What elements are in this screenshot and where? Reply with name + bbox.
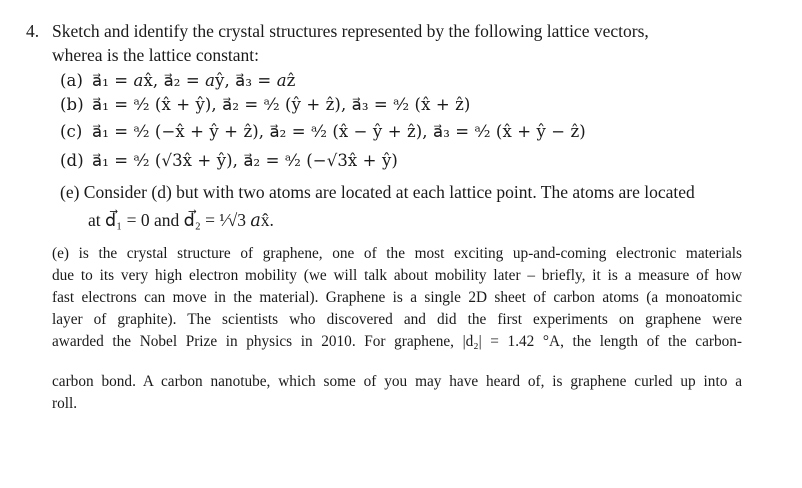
part-e-line-2: at d⃗₁ = 0 and d⃗₂ = ¹⁄√3 𝑎x̂. xyxy=(88,210,274,230)
part-a-formula: a⃗₁ = 𝑎x̂, a⃗₂ = 𝑎ŷ, a⃗₃ = 𝑎ẑ xyxy=(92,71,296,90)
question-number: 4. xyxy=(26,21,40,41)
paragraph-line: layer of graphite). The scientists who discovered and did the first experiments on graphene were xyxy=(52,311,742,328)
part-c-label: (c) xyxy=(60,122,83,141)
part-a-label: (a) xyxy=(60,71,84,90)
part-b-formula: a⃗₁ = ᵃ⁄₂ (x̂ + ŷ), a⃗₂ = ᵃ⁄₂ (ŷ + ẑ), a⃗₃ = ᵃ⁄₂ (x̂ + ẑ) xyxy=(92,95,471,114)
part-d-formula: a⃗₁ = ᵃ⁄₂ (√3x̂ + ŷ), a⃗₂ = ᵃ⁄₂ (−√3x̂ + ŷ) xyxy=(92,151,398,170)
paragraph-line: roll. xyxy=(52,395,78,412)
paragraph-line: fast electrons can move in the material). Graphene is a single 2D sheet of carbon atoms (a monoatomic xyxy=(52,289,742,306)
part-b-label: (b) xyxy=(60,95,84,114)
question-line-2: wherea is the lattice constant: xyxy=(52,45,260,65)
question-line-1: Sketch and identify the crystal structures represented by the following lattice vectors, xyxy=(52,21,649,41)
part-c-formula: a⃗₁ = ᵃ⁄₂ (−x̂ + ŷ + ẑ), a⃗₂ = ᵃ⁄₂ (x̂ − ŷ + ẑ), a⃗₃ = ᵃ⁄₂ (x̂ + ŷ − ẑ) xyxy=(92,122,586,141)
paragraph-line: awarded the Nobel Prize in physics in 2010. For graphene, |d₂| = 1.42 °A, the length of the carbon- xyxy=(52,333,742,350)
paragraph-line: carbon bond. A carbon nanotube, which some of you may have heard of, is graphene curled up into a xyxy=(52,373,742,390)
paragraph-line: (e) is the crystal structure of graphene, one of the most exciting up-and-coming electronic materials xyxy=(52,245,742,262)
part-d-label: (d) xyxy=(60,151,84,170)
graphene-paragraph xyxy=(52,243,742,353)
part-e-line-1: (e) Consider (d) but with two atoms are located at each lattice point. The atoms are located xyxy=(60,182,695,202)
graphene-paragraph-continued xyxy=(52,371,742,415)
paragraph-line: due to its very high electron mobility (we will talk about mobility later – briefly, it is a measure of how xyxy=(52,267,742,284)
